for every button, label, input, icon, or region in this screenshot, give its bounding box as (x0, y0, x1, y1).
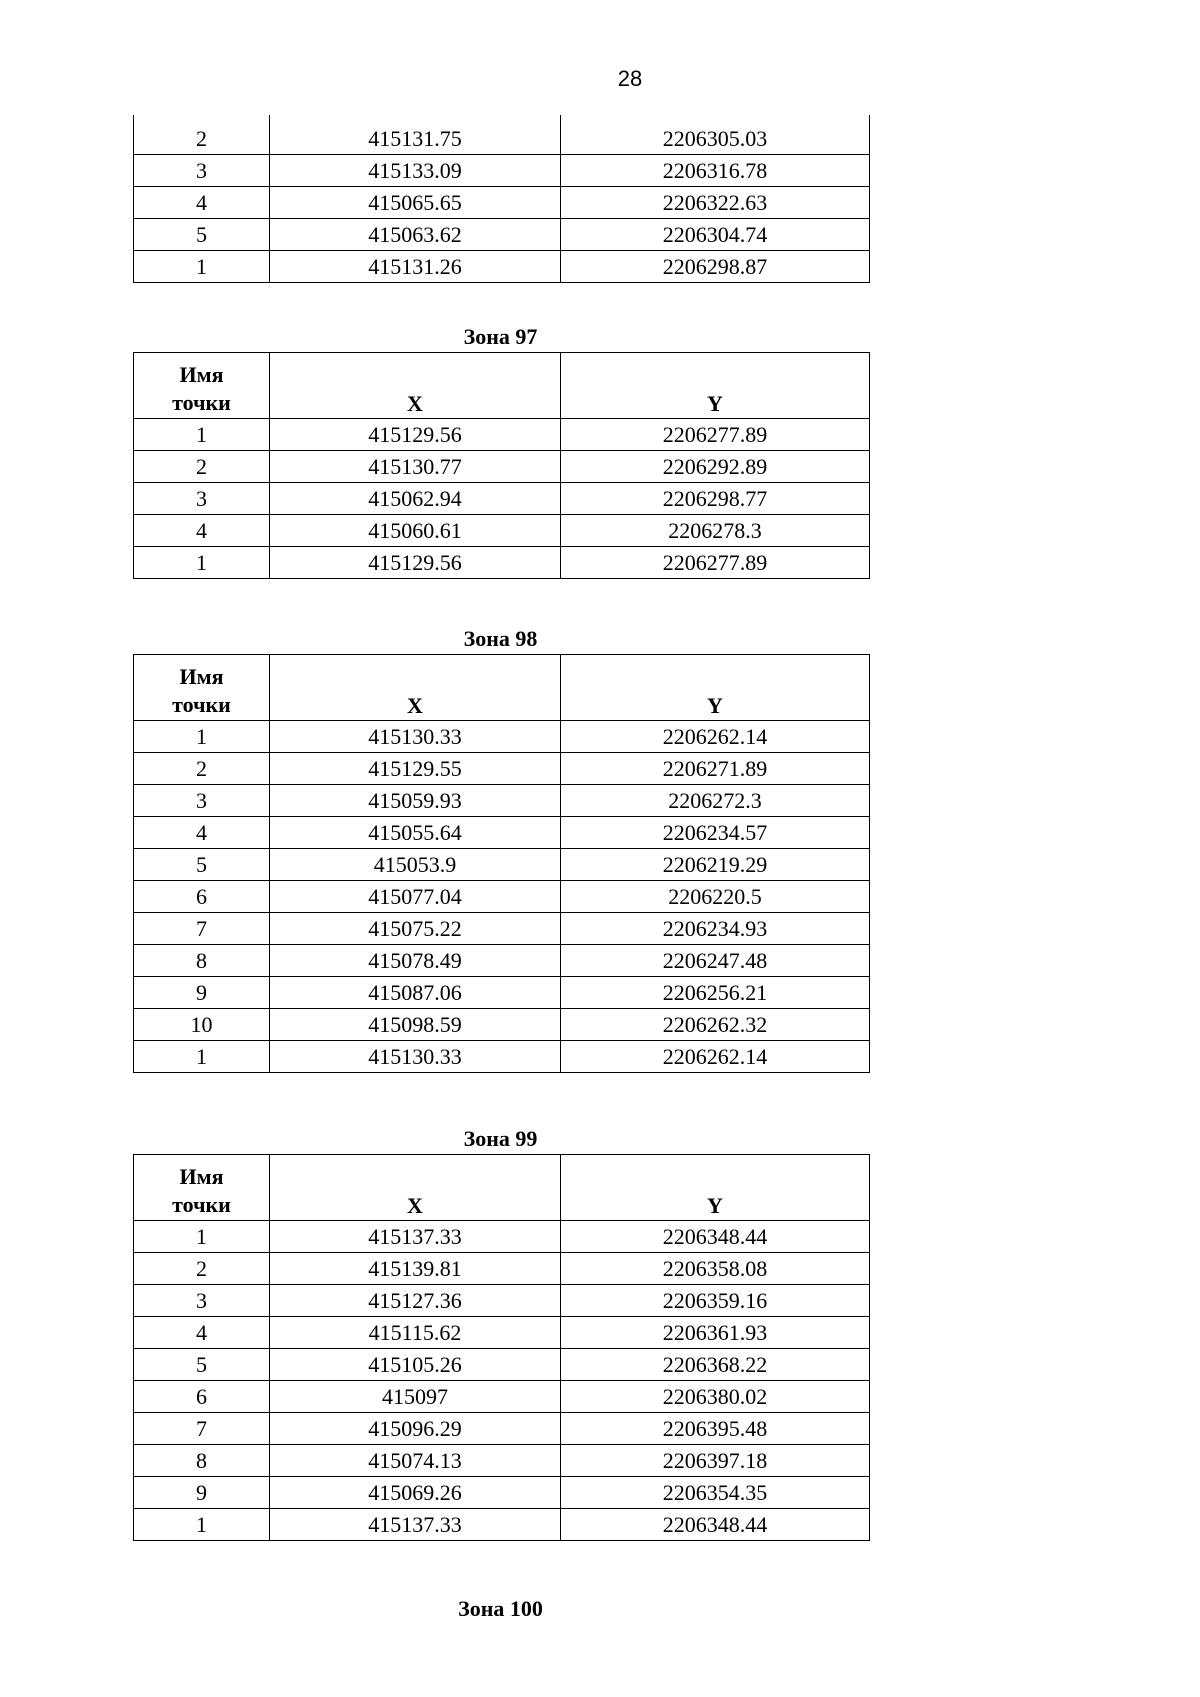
x-cell: 415059.93 (270, 785, 561, 817)
point-name-cell: 2 (134, 1253, 270, 1285)
point-name-cell: 2 (134, 451, 270, 483)
y-cell: 2206395.48 (561, 1413, 870, 1445)
table-row (134, 1253, 870, 1285)
y-cell: 2206272.3 (561, 785, 870, 817)
table-row (134, 155, 870, 187)
point-name-cell: 9 (134, 977, 270, 1009)
y-cell: 2206278.3 (561, 515, 870, 547)
page-number: 28 (617, 66, 643, 91)
y-cell: 2206271.89 (561, 753, 870, 785)
point-name-cell: 6 (134, 1381, 270, 1413)
table-row (134, 1509, 870, 1541)
y-cell: 2206292.89 (561, 451, 870, 483)
point-name-cell: 4 (134, 1317, 270, 1349)
table-row (134, 1445, 870, 1477)
x-cell: 415129.56 (270, 547, 561, 579)
y-cell: 2206380.02 (561, 1381, 870, 1413)
x-cell: 415075.22 (270, 913, 561, 945)
point-name-cell: 2 (134, 115, 270, 155)
x-cell: 415115.62 (270, 1317, 561, 1349)
x-cell: 415060.61 (270, 515, 561, 547)
x-cell: 415098.59 (270, 1009, 561, 1041)
x-cell: 415129.55 (270, 753, 561, 785)
point-name-cell: 3 (134, 785, 270, 817)
x-cell: 415055.64 (270, 817, 561, 849)
x-cell: 415087.06 (270, 977, 561, 1009)
x-header: X (270, 1155, 561, 1221)
x-cell: 415074.13 (270, 1445, 561, 1477)
y-cell: 2206397.18 (561, 1445, 870, 1477)
table-row (134, 251, 870, 283)
table-header-row (134, 655, 870, 721)
table-row (134, 515, 870, 547)
table-header-row (134, 1155, 870, 1221)
y-cell: 2206322.63 (561, 187, 870, 219)
x-cell: 415053.9 (270, 849, 561, 881)
table-row (134, 753, 870, 785)
table-row (134, 817, 870, 849)
table-row (134, 945, 870, 977)
y-cell: 2206298.77 (561, 483, 870, 515)
zone-99-table-body (134, 1221, 870, 1541)
zone-98-table (133, 654, 870, 1073)
y-cell: 2206348.44 (561, 1221, 870, 1253)
y-cell: 2206262.32 (561, 1009, 870, 1041)
zone-title: Зона 100 (458, 1596, 543, 1621)
table-row (134, 1349, 870, 1381)
point-name-cell: 2 (134, 753, 270, 785)
point-name-cell: 5 (134, 1349, 270, 1381)
point-name-cell: 4 (134, 817, 270, 849)
point-name-cell: 8 (134, 1445, 270, 1477)
point-name-cell: 3 (134, 483, 270, 515)
zone-97-table-body (134, 419, 870, 579)
table-row (134, 219, 870, 251)
y-cell: 2206277.89 (561, 547, 870, 579)
continuation-table-body (134, 115, 870, 283)
y-cell: 2206361.93 (561, 1317, 870, 1349)
x-cell: 415063.62 (270, 219, 561, 251)
x-cell: 415139.81 (270, 1253, 561, 1285)
table-row (134, 419, 870, 451)
x-cell: 415078.49 (270, 945, 561, 977)
point-name-cell: 1 (134, 1509, 270, 1541)
point-name-cell: 5 (134, 219, 270, 251)
table-row (134, 1009, 870, 1041)
point-name-cell: 1 (134, 721, 270, 753)
x-cell: 415077.04 (270, 881, 561, 913)
point-name-header: Имя точки (134, 655, 270, 721)
y-cell: 2206354.35 (561, 1477, 870, 1509)
point-name-cell: 9 (134, 1477, 270, 1509)
y-cell: 2206348.44 (561, 1509, 870, 1541)
y-cell: 2206262.14 (561, 721, 870, 753)
table-row (134, 1285, 870, 1317)
x-cell: 415097 (270, 1381, 561, 1413)
point-name-cell: 7 (134, 1413, 270, 1445)
point-name-cell: 1 (134, 251, 270, 283)
y-cell: 2206234.57 (561, 817, 870, 849)
table-row (134, 913, 870, 945)
table-row (134, 115, 870, 155)
x-header: X (270, 353, 561, 419)
x-cell: 415129.56 (270, 419, 561, 451)
point-name-cell: 1 (134, 419, 270, 451)
x-cell: 415062.94 (270, 483, 561, 515)
y-cell: 2206359.16 (561, 1285, 870, 1317)
y-cell: 2206304.74 (561, 219, 870, 251)
y-cell: 2206262.14 (561, 1041, 870, 1073)
point-name-header: Имя точки (134, 353, 270, 419)
point-name-cell: 3 (134, 155, 270, 187)
table-row (134, 1477, 870, 1509)
x-header: X (270, 655, 561, 721)
point-name-cell: 7 (134, 913, 270, 945)
zone-title: Зона 97 (463, 324, 538, 349)
zone-title: Зона 99 (463, 1126, 538, 1151)
y-header: Y (561, 353, 870, 419)
point-name-cell: 4 (134, 515, 270, 547)
x-cell: 415131.75 (270, 115, 561, 155)
table-header-row (134, 353, 870, 419)
table-row (134, 1221, 870, 1253)
point-name-header: Имя точки (134, 1155, 270, 1221)
x-cell: 415137.33 (270, 1221, 561, 1253)
table-row (134, 977, 870, 1009)
point-name-cell: 5 (134, 849, 270, 881)
point-name-cell: 3 (134, 1285, 270, 1317)
y-cell: 2206219.29 (561, 849, 870, 881)
table-row (134, 721, 870, 753)
x-cell: 415105.26 (270, 1349, 561, 1381)
zone-97-table (133, 352, 870, 579)
table-row (134, 881, 870, 913)
point-name-cell: 6 (134, 881, 270, 913)
y-cell: 2206305.03 (561, 115, 870, 155)
x-cell: 415127.36 (270, 1285, 561, 1317)
y-cell: 2206277.89 (561, 419, 870, 451)
point-name-cell: 1 (134, 547, 270, 579)
x-cell: 415133.09 (270, 155, 561, 187)
zone-98-table-body (134, 721, 870, 1073)
point-name-cell: 1 (134, 1041, 270, 1073)
y-cell: 2206316.78 (561, 155, 870, 187)
point-name-cell: 4 (134, 187, 270, 219)
point-name-cell: 1 (134, 1221, 270, 1253)
table-row (134, 483, 870, 515)
x-cell: 415096.29 (270, 1413, 561, 1445)
continuation-table (133, 115, 870, 283)
point-name-cell: 10 (134, 1009, 270, 1041)
y-cell: 2206256.21 (561, 977, 870, 1009)
y-cell: 2206298.87 (561, 251, 870, 283)
table-row (134, 547, 870, 579)
x-cell: 415065.65 (270, 187, 561, 219)
x-cell: 415130.33 (270, 1041, 561, 1073)
y-cell: 2206220.5 (561, 881, 870, 913)
table-row (134, 785, 870, 817)
table-row (134, 1317, 870, 1349)
y-cell: 2206368.22 (561, 1349, 870, 1381)
table-row (134, 1041, 870, 1073)
point-name-cell: 8 (134, 945, 270, 977)
zone-title: Зона 98 (463, 626, 538, 651)
table-row (134, 187, 870, 219)
y-header: Y (561, 655, 870, 721)
table-row (134, 1413, 870, 1445)
y-cell: 2206234.93 (561, 913, 870, 945)
y-cell: 2206247.48 (561, 945, 870, 977)
x-cell: 415069.26 (270, 1477, 561, 1509)
zone-99-table (133, 1154, 870, 1541)
y-header: Y (561, 1155, 870, 1221)
x-cell: 415131.26 (270, 251, 561, 283)
x-cell: 415137.33 (270, 1509, 561, 1541)
y-cell: 2206358.08 (561, 1253, 870, 1285)
x-cell: 415130.77 (270, 451, 561, 483)
x-cell: 415130.33 (270, 721, 561, 753)
table-row (134, 451, 870, 483)
table-row (134, 849, 870, 881)
table-row (134, 1381, 870, 1413)
